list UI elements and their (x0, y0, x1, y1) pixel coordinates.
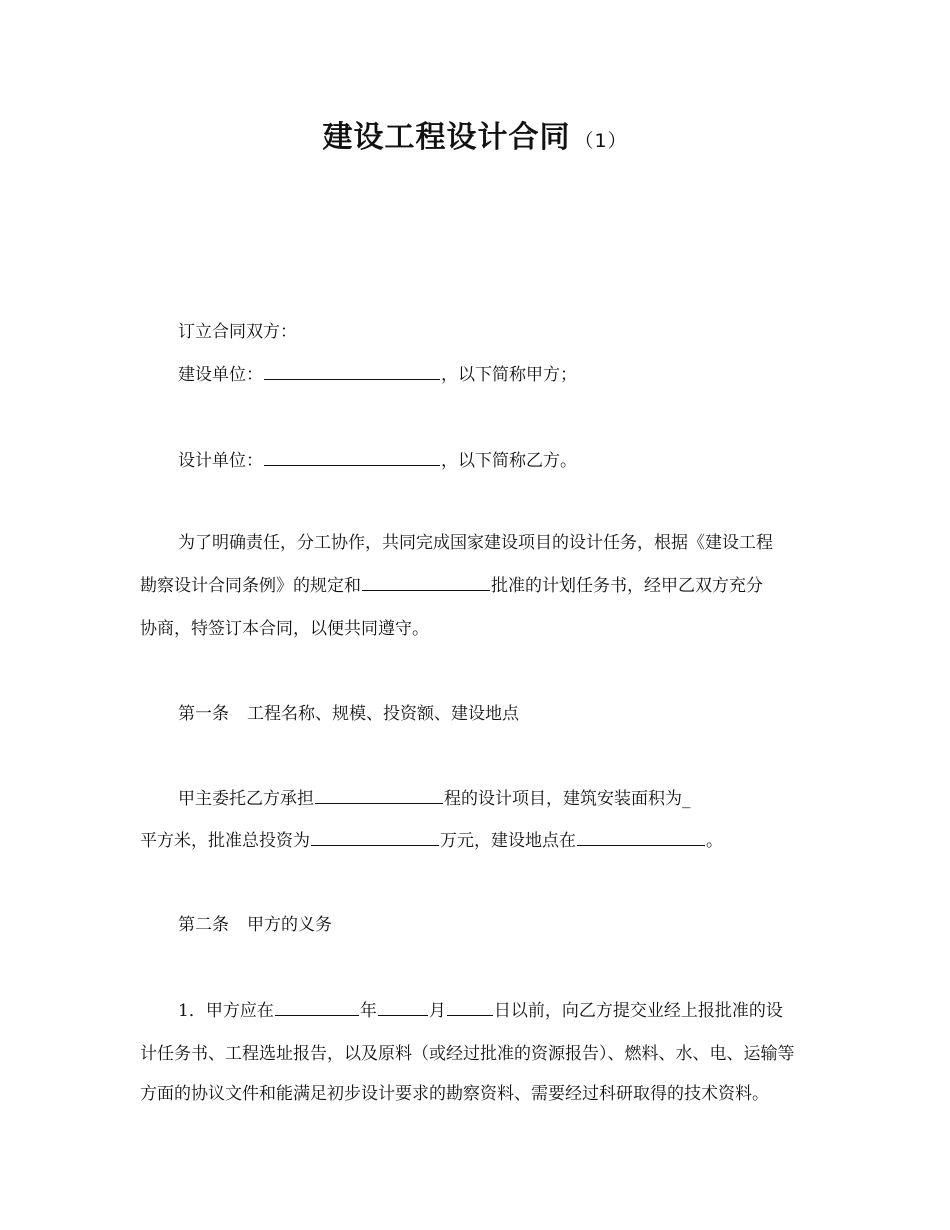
preamble-line-2 (140, 573, 763, 598)
article-2-number: 第二条 (178, 915, 229, 935)
a1-text-1b: 程的设计项目，建筑安装面积为_ (444, 789, 691, 809)
designer-name-blank[interactable] (264, 448, 440, 466)
title-text: 建设工程设计合同 (322, 120, 571, 155)
year-blank[interactable] (275, 998, 359, 1016)
day-blank[interactable] (447, 998, 493, 1016)
a2-text-1b: 日以前，向乙方提交业经上报批准的设 (493, 1001, 783, 1021)
designer-line (178, 448, 577, 473)
construction-site-blank[interactable] (577, 828, 705, 846)
article-1-line-1 (178, 786, 691, 811)
title-number: （1） (574, 130, 628, 152)
article-2-line-3 (140, 1082, 769, 1106)
preamble-text-3: 协商，特签订本合同，以便共同遵守。 (140, 619, 429, 639)
a2-text-1a: 1．甲方应在 (178, 1001, 274, 1021)
article-1-heading (178, 702, 519, 726)
parties-heading-text: 订立合同双方： (178, 322, 297, 342)
article-1-number: 第一条 (178, 704, 229, 724)
a2-text-3: 方面的协议文件和能满足初步设计要求的勘察资料、需要经过科研取得的技术资料。 (140, 1084, 769, 1104)
a2-text-2: 计任务书、工程选址报告，以及原料（或经过批准的资源报告）、燃料、水、电、运输等 (140, 1044, 795, 1064)
a1-text-2c: 。 (706, 831, 723, 851)
parties-heading (178, 320, 297, 344)
designer-label: 设计单位： (178, 451, 263, 471)
preamble-line-1 (178, 531, 773, 555)
article-2-line-2 (140, 1042, 795, 1066)
article-1-title: 工程名称、规模、投资额、建设地点 (247, 704, 519, 724)
article-2-line-1 (178, 998, 783, 1023)
preamble-text-1: 为了明确责任，分工协作，共同完成国家建设项目的设计任务，根据《建设工程 (178, 533, 773, 553)
a1-text-2b: 万元，建设地点在 (440, 831, 576, 851)
preamble-text-2b: 批准的计划任务书，经甲乙双方充分 (491, 576, 763, 596)
article-2-title: 甲方的义务 (247, 915, 332, 935)
client-name-blank[interactable] (264, 362, 440, 380)
client-label: 建设单位： (178, 365, 263, 385)
project-name-blank[interactable] (315, 786, 443, 804)
client-line (178, 362, 577, 387)
total-investment-blank[interactable] (311, 828, 439, 846)
preamble-line-3 (140, 617, 429, 641)
client-suffix: ，以下简称甲方； (441, 365, 577, 385)
a1-text-1a: 甲主委托乙方承担 (178, 789, 314, 809)
article-1-line-2 (140, 828, 723, 853)
preamble-text-2a: 勘察设计合同条例》的规定和 (140, 576, 361, 596)
article-2-heading (178, 913, 332, 937)
a2-month-label: 月 (428, 1001, 446, 1021)
approval-authority-blank[interactable] (362, 573, 490, 591)
month-blank[interactable] (378, 998, 428, 1016)
a2-year-label: 年 (359, 1001, 377, 1021)
designer-suffix: ，以下简称乙方。 (441, 451, 577, 471)
a1-text-2a: 平方米，批准总投资为 (140, 831, 310, 851)
document-title (0, 112, 950, 156)
